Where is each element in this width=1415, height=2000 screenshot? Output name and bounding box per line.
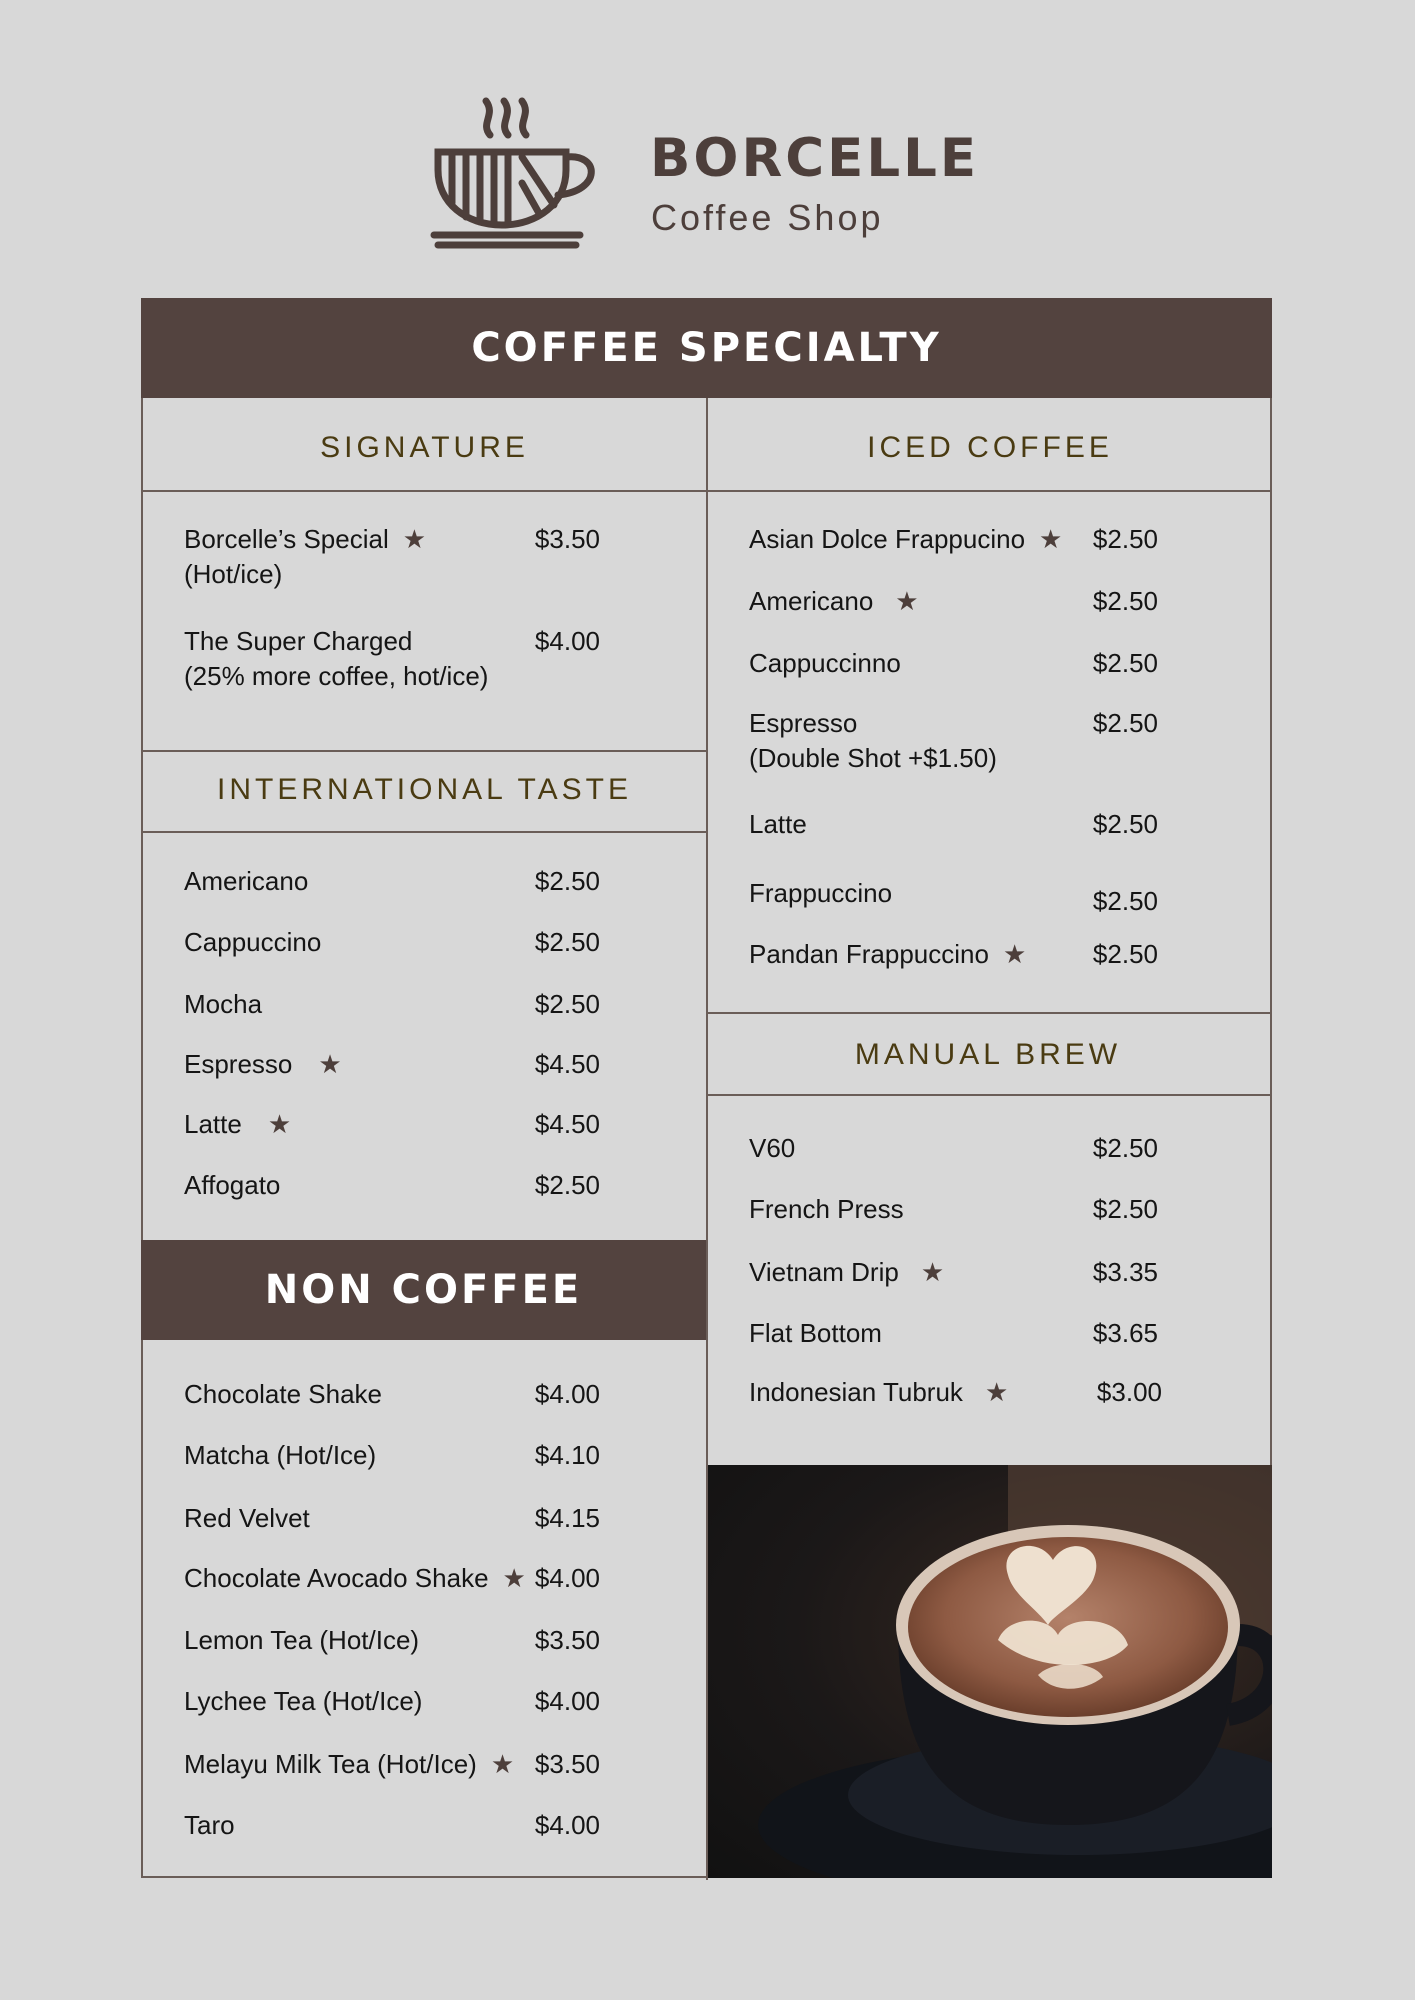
item-price: $2.50 <box>534 927 600 957</box>
menu-item <box>184 1808 235 1843</box>
item-price: $4.00 <box>534 626 600 656</box>
item-name: Latte <box>749 809 807 839</box>
menu-item <box>184 1438 376 1473</box>
item-name: V60 <box>749 1133 796 1163</box>
item-name: The Super Charged <box>184 626 413 656</box>
item-name: Matcha (Hot/Ice) <box>184 1440 377 1470</box>
item-name: Americano <box>184 866 309 896</box>
divider <box>143 750 706 752</box>
item-note: (Hot/ice) <box>184 559 283 590</box>
star-icon: ★ <box>984 1377 1009 1407</box>
brand-name: BORCELLE <box>650 128 980 189</box>
divider <box>708 1012 1272 1014</box>
menu-item <box>184 1047 342 1082</box>
item-price: $2.50 <box>534 1170 600 1200</box>
menu-item <box>184 1684 422 1719</box>
item-price: $2.50 <box>534 989 600 1019</box>
star-icon: ★ <box>1002 939 1027 969</box>
item-price: $2.50 <box>1092 809 1158 839</box>
menu-board <box>141 298 1272 1878</box>
latte-cup-illustration <box>708 1465 1272 1878</box>
menu-item <box>749 1131 795 1166</box>
item-price: $2.50 <box>1092 939 1158 969</box>
item-name: Indonesian Tubruk <box>749 1377 963 1407</box>
item-price: $4.00 <box>534 1563 600 1593</box>
item-price: $2.50 <box>1092 708 1158 738</box>
latte-art-photo <box>708 1465 1272 1878</box>
section-title-manual-brew: MANUAL BREW <box>854 1038 1122 1071</box>
item-name: Pandan Frappuccino <box>749 939 989 969</box>
star-icon: ★ <box>318 1049 342 1079</box>
item-name: Cappuccinno <box>749 648 901 678</box>
star-icon: ★ <box>490 1749 515 1779</box>
menu-item <box>749 1255 944 1290</box>
item-price: $4.00 <box>534 1810 600 1840</box>
menu-item <box>184 1623 419 1658</box>
menu-item <box>184 987 262 1022</box>
brand-subtitle: Coffee Shop <box>651 197 884 238</box>
item-name: Lemon Tea (Hot/Ice) <box>184 1625 420 1655</box>
star-icon: ★ <box>502 1563 526 1593</box>
non-coffee-banner: NON COFFEE <box>141 1240 706 1340</box>
divider <box>708 490 1272 492</box>
menu-item <box>749 937 1026 972</box>
section-title-signature: SIGNATURE <box>320 431 529 464</box>
item-name: Vietnam Drip <box>749 1257 899 1287</box>
item-price: $3.50 <box>534 524 600 554</box>
item-note: (Double Shot +$1.50) <box>749 743 997 774</box>
section-title-international: INTERNATIONAL TASTE <box>217 773 632 806</box>
divider <box>143 831 706 833</box>
menu-item <box>749 1316 882 1351</box>
item-price: $3.35 <box>1092 1257 1158 1287</box>
item-price: $2.50 <box>1092 1194 1158 1224</box>
menu-item <box>749 1375 1008 1410</box>
item-name: Flat Bottom <box>749 1318 882 1348</box>
item-price: $3.50 <box>534 1749 600 1779</box>
item-price: $4.10 <box>534 1440 600 1470</box>
item-price: $3.65 <box>1092 1318 1158 1348</box>
item-name: Red Velvet <box>184 1503 310 1533</box>
coffee-specialty-banner: COFFEE SPECIALTY <box>141 298 1272 398</box>
item-note: (25% more coffee, hot/ice) <box>184 661 489 692</box>
menu-item <box>184 624 488 694</box>
star-icon: ★ <box>920 1257 945 1287</box>
item-name: Chocolate Shake <box>184 1379 383 1409</box>
menu-item <box>184 864 308 899</box>
item-price: $2.50 <box>1092 586 1158 616</box>
item-price: $4.00 <box>534 1686 600 1716</box>
item-name: Mocha <box>184 989 263 1019</box>
coffee-cup-logo-icon <box>430 95 612 250</box>
item-name: Americano <box>749 586 874 616</box>
item-name: Taro <box>184 1810 235 1840</box>
item-name: Espresso <box>184 1049 293 1079</box>
item-price: $4.15 <box>534 1503 600 1533</box>
item-name: Lychee Tea (Hot/Ice) <box>184 1686 423 1716</box>
item-name: Borcelle’s Special <box>184 524 389 554</box>
item-name: Cappuccino <box>184 927 322 957</box>
menu-item <box>749 876 892 911</box>
menu-item <box>749 706 997 776</box>
item-price: $4.50 <box>534 1049 600 1079</box>
divider <box>143 490 706 492</box>
item-price: $4.00 <box>534 1379 600 1409</box>
item-name: Espresso <box>749 708 858 738</box>
column-divider <box>706 398 708 1508</box>
star-icon: ★ <box>402 524 427 554</box>
item-price: $2.50 <box>1092 886 1158 916</box>
item-price: $4.50 <box>534 1109 600 1139</box>
item-price: $2.50 <box>1092 648 1158 678</box>
menu-item <box>749 646 901 681</box>
item-name: Latte <box>184 1109 242 1139</box>
divider <box>708 1094 1272 1096</box>
item-price: $3.00 <box>1096 1377 1162 1407</box>
item-name: French Press <box>749 1194 904 1224</box>
section-title-iced-coffee: ICED COFFEE <box>867 431 1113 464</box>
menu-item <box>184 1377 382 1412</box>
menu-item <box>184 1168 280 1203</box>
menu-item <box>184 925 321 960</box>
item-name: Affogato <box>184 1170 281 1200</box>
star-icon: ★ <box>1039 524 1063 554</box>
menu-item <box>749 1192 904 1227</box>
menu-item <box>184 1747 514 1782</box>
menu-item <box>184 1107 291 1142</box>
star-icon: ★ <box>267 1109 292 1139</box>
star-icon: ★ <box>895 586 919 616</box>
item-name: Melayu Milk Tea (Hot/Ice) <box>184 1749 477 1779</box>
menu-item <box>184 522 426 592</box>
item-price: $2.50 <box>534 866 600 896</box>
menu-item <box>184 1561 526 1596</box>
menu-item <box>749 522 1062 557</box>
item-name: Frappuccino <box>749 878 893 908</box>
item-name: Chocolate Avocado Shake <box>184 1563 489 1593</box>
item-price: $3.50 <box>534 1625 600 1655</box>
item-price: $2.50 <box>1092 1133 1158 1163</box>
menu-item <box>749 807 807 842</box>
item-price: $2.50 <box>1092 524 1158 554</box>
menu-item <box>749 584 919 619</box>
menu-item <box>184 1501 310 1536</box>
item-name: Asian Dolce Frappucino <box>749 524 1026 554</box>
